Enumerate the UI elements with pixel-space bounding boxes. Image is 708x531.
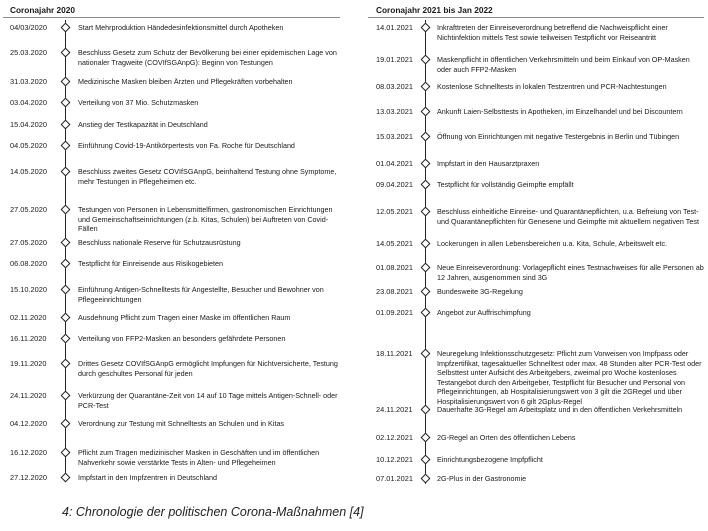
entry-text: Impfstart in den Impfzentren in Deutschland bbox=[78, 473, 218, 482]
diamond-marker-icon bbox=[61, 419, 71, 429]
timeline-entry bbox=[354, 474, 708, 483]
timeline-entry bbox=[0, 48, 350, 67]
entry-text: 2G-Regel an Orten des öffentlichen Lebens bbox=[437, 433, 576, 442]
diamond-marker-icon bbox=[421, 159, 431, 169]
entry-date: 10.12.2021 bbox=[376, 455, 413, 464]
entry-text: Kostenlose Schnelltests in lokalen Testzentren und PCR-Nachtestungen bbox=[437, 82, 667, 91]
entry-text: Einrichtungsbezogene Impfpflicht bbox=[437, 455, 543, 464]
timeline-entry bbox=[354, 180, 708, 189]
timeline-entry bbox=[0, 334, 350, 343]
timeline-entry bbox=[354, 159, 708, 168]
diamond-marker-icon bbox=[421, 82, 431, 92]
entry-date: 12.05.2021 bbox=[376, 207, 413, 216]
entry-text: Inkrafttreten der Einreiseverordnung betreffend die Nachweispflicht einer Nichtinfektion mittels Test sowie teilweisen Testpflicht vor Reiseantritt bbox=[437, 23, 668, 42]
diamond-marker-icon bbox=[421, 349, 431, 359]
diamond-marker-icon bbox=[61, 391, 71, 401]
diamond-marker-icon bbox=[61, 23, 71, 33]
entry-text: Pflicht zum Tragen medizinischer Masken in Geschäften und im öffentlichen Nahverkehr sowie verstärkte Tests in Alten- und Pflegeheimen bbox=[78, 448, 320, 467]
diamond-marker-icon bbox=[61, 259, 71, 269]
entry-date: 14.05.2020 bbox=[10, 167, 47, 176]
entry-text: Beschluss nationale Reserve für Schutzausrüstung bbox=[78, 238, 241, 247]
timeline-line bbox=[65, 20, 66, 480]
entry-text: Testungen von Personen in Lebensmittelfirmen, gastronomischen Einrichtungen und Gemeinschaftseinrichtungen (z.b. Kitas, Schulen) bei Auftreten von Covid-Fällen bbox=[78, 205, 333, 234]
diamond-marker-icon bbox=[421, 433, 431, 443]
timeline-entry bbox=[354, 349, 708, 406]
timeline-entry bbox=[0, 205, 350, 234]
entry-date: 27.05.2020 bbox=[10, 238, 47, 247]
timeline-entry bbox=[0, 77, 350, 86]
entry-text: Testpflicht für Einreisende aus Risikogebieten bbox=[78, 259, 224, 268]
timeline-entry bbox=[354, 308, 708, 317]
diamond-marker-icon bbox=[421, 474, 431, 484]
entry-date: 01.08.2021 bbox=[376, 263, 413, 272]
diamond-marker-icon bbox=[61, 334, 71, 344]
entry-text: Verordnung zur Testung mit Schnelltests an Schulen und in Kitas bbox=[78, 419, 285, 428]
timeline-entry bbox=[0, 23, 350, 32]
entry-date: 19.11.2020 bbox=[10, 359, 47, 368]
diamond-marker-icon bbox=[61, 205, 71, 215]
entry-text: Neue Einreiseverordnung: Vorlagepflicht eines Testnachweises für alle Personen ab 12 Jahren, ausgenommen sind 3G bbox=[437, 263, 704, 282]
timeline-entry bbox=[354, 132, 708, 141]
diamond-marker-icon bbox=[421, 455, 431, 465]
timeline-entry bbox=[0, 285, 350, 304]
entry-text: Beschluss einheitliche Einreise- und Quarantänepflichten, u.a. Befreiung von Test- und Quarantänepflichten für Genesene und Geimpfte mit aktuellem negativen Test bbox=[437, 207, 699, 226]
entry-date: 02.12.2021 bbox=[376, 433, 413, 442]
entry-date: 15.10.2020 bbox=[10, 285, 47, 294]
diamond-marker-icon bbox=[421, 239, 431, 249]
entry-text: Einführung Covid-19-Antikörpertests von Fa. Roche für Deutschland bbox=[78, 141, 295, 150]
timeline-entry bbox=[0, 141, 350, 150]
timeline-entry bbox=[0, 448, 350, 467]
entry-text: Anstieg der Testkapazität in Deutschland bbox=[78, 120, 208, 129]
timeline-entry bbox=[0, 238, 350, 247]
entry-text: Testpflicht für vollständig Geimpfte empfällt bbox=[437, 180, 574, 189]
diamond-marker-icon bbox=[421, 55, 431, 65]
entry-date: 07.01.2021 bbox=[376, 474, 413, 483]
entry-date: 04.12.2020 bbox=[10, 419, 47, 428]
entry-date: 16.12.2020 bbox=[10, 448, 47, 457]
entry-date: 01.09.2021 bbox=[376, 308, 413, 317]
diamond-marker-icon bbox=[61, 313, 71, 323]
header-rule bbox=[368, 17, 704, 18]
timeline-entry bbox=[0, 167, 350, 186]
entry-text: Beschluss zweites Gesetz COVIfSGAnpG, beinhaltend Testung ohne Symptome, mehr Testungen in Pflegeheimen etc. bbox=[78, 167, 337, 186]
diamond-marker-icon bbox=[61, 48, 71, 58]
diamond-marker-icon bbox=[421, 287, 431, 297]
entry-date: 23.08.2021 bbox=[376, 287, 413, 296]
entry-date: 16.11.2020 bbox=[10, 334, 47, 343]
diamond-marker-icon bbox=[421, 23, 431, 33]
timeline-entry bbox=[354, 107, 708, 116]
entry-date: 19.01.2021 bbox=[376, 55, 413, 64]
column-title: Coronajahr 2021 bis Jan 2022 bbox=[376, 5, 493, 15]
entry-text: Lockerungen in allen Lebensbereichen u.a. Kita, Schule, Arbeitswelt etc. bbox=[437, 239, 668, 248]
diamond-marker-icon bbox=[61, 120, 71, 130]
timeline-entry bbox=[354, 55, 708, 74]
diamond-marker-icon bbox=[421, 405, 431, 415]
header-rule bbox=[3, 17, 340, 18]
entry-text: Ausdehnung Pflicht zum Tragen einer Maske im öffentlichen Raum bbox=[78, 313, 291, 322]
timeline-entry bbox=[0, 419, 350, 428]
entry-date: 27.05.2020 bbox=[10, 205, 47, 214]
timeline-entry bbox=[354, 455, 708, 464]
timeline-entry bbox=[0, 98, 350, 107]
diamond-marker-icon bbox=[61, 77, 71, 87]
diamond-marker-icon bbox=[61, 285, 71, 295]
entry-text: Start Mehrproduktion Händedesinfektionsmittel durch Apotheken bbox=[78, 23, 284, 32]
timeline-entry bbox=[0, 259, 350, 268]
entry-text: Einführung Antigen-Schnelltests für Angestellte, Besucher und Bewohner von Pflegeeinrichtungen bbox=[78, 285, 324, 304]
entry-date: 31.03.2020 bbox=[10, 77, 47, 86]
diamond-marker-icon bbox=[61, 167, 71, 177]
timeline-entry bbox=[0, 359, 350, 378]
timeline-entry bbox=[354, 82, 708, 91]
diamond-marker-icon bbox=[61, 238, 71, 248]
entry-date: 15.03.2021 bbox=[376, 132, 413, 141]
timeline-entry bbox=[354, 287, 708, 296]
timeline-entry bbox=[0, 473, 350, 482]
diamond-marker-icon bbox=[61, 448, 71, 458]
timeline-entry bbox=[0, 391, 350, 410]
entry-text: Öffnung von Einrichtungen mit negative Testergebnis in Berlin und Tübingen bbox=[437, 132, 680, 141]
entry-date: 06.08.2020 bbox=[10, 259, 47, 268]
timeline-entry bbox=[354, 239, 708, 248]
diamond-marker-icon bbox=[421, 107, 431, 117]
timeline-entry bbox=[354, 405, 708, 414]
entry-date: 13.03.2021 bbox=[376, 107, 413, 116]
entry-text: Verteilung von 37 Mio. Schutzmasken bbox=[78, 98, 199, 107]
entry-date: 04/03/2020 bbox=[10, 23, 47, 32]
entry-text: Neuregelung Infektionsschutzgesetz: Pflicht zum Vorweisen von Impfpass oder Impfzertifikat, tagesaktueller Schnelltest oder max. 48 Stunden alter PCR-Test oder Selbsttest unter Aufsicht des Arbeitgebers, zweimal pro Woche kostenloses Testangebot durch den Arbeitgeber, Testpflicht für Besucher und Personal von Pflegeinrichtungen, ab Hospitalisierungswert von 3 gilt die 2GRegel und über Hospitalisierungswert von 6 gilt 2Gplus-Regel bbox=[437, 349, 702, 406]
timeline-entry bbox=[0, 313, 350, 322]
entry-text: 2G-Plus in der Gastronomie bbox=[437, 474, 527, 483]
timeline-entry bbox=[354, 433, 708, 442]
diamond-marker-icon bbox=[421, 263, 431, 273]
timeline-entry bbox=[0, 120, 350, 129]
diamond-marker-icon bbox=[421, 308, 431, 318]
diamond-marker-icon bbox=[61, 359, 71, 369]
entry-date: 18.11.2021 bbox=[376, 349, 413, 358]
entry-text: Medizinische Masken bleiben Ärzten und Pflegekräften vorbehalten bbox=[78, 77, 293, 86]
entry-date: 15.04.2020 bbox=[10, 120, 47, 129]
entry-text: Ankunft Laien-Selbsttests in Apotheken, im Einzelhandel und bei Discountern bbox=[437, 107, 683, 116]
diamond-marker-icon bbox=[61, 98, 71, 108]
column-title: Coronajahr 2020 bbox=[10, 5, 76, 15]
entry-date: 09.04.2021 bbox=[376, 180, 413, 189]
entry-text: Impfstart in den Hausarztpraxen bbox=[437, 159, 540, 168]
timeline-entry bbox=[354, 207, 708, 226]
diamond-marker-icon bbox=[421, 180, 431, 190]
entry-date: 02.11.2020 bbox=[10, 313, 47, 322]
timeline-entry bbox=[354, 263, 708, 282]
timeline-entry bbox=[354, 23, 708, 42]
entry-date: 08.03.2021 bbox=[376, 82, 413, 91]
entry-date: 24.11.2020 bbox=[10, 391, 47, 400]
diamond-marker-icon bbox=[421, 132, 431, 142]
entry-date: 03.04.2020 bbox=[10, 98, 47, 107]
entry-date: 24.11.2021 bbox=[376, 405, 413, 414]
entry-text: Dauerhafte 3G-Regel am Arbeitsplatz und in den öffentlichen Verkehrsmitteln bbox=[437, 405, 683, 414]
diamond-marker-icon bbox=[61, 141, 71, 151]
entry-text: Bundesweite 3G-Regelung bbox=[437, 287, 523, 296]
entry-text: Verkürzung der Quarantäne-Zeit von 14 auf 10 Tage mittels Antigen-Schnell- oder PCR-Test bbox=[78, 391, 338, 410]
entry-date: 25.03.2020 bbox=[10, 48, 47, 57]
entry-date: 14.01.2021 bbox=[376, 23, 413, 32]
entry-text: Maskenpflicht in öffentlichen Verkehrsmitteln und beim Einkauf von OP-Masken oder auch FFP2-Masken bbox=[437, 55, 690, 74]
diamond-marker-icon bbox=[421, 207, 431, 217]
entry-date: 01.04.2021 bbox=[376, 159, 413, 168]
entry-text: Verteilung von FFP2-Masken an besonders gefährdete Personen bbox=[78, 334, 286, 343]
entry-text: Drittes Gesetz COVIfSGAnpG ermöglicht Impfungen für Nichtversicherte, Testung durch geschultes Personal für jeden bbox=[78, 359, 338, 378]
entry-text: Angebot zur Auffrischimpfung bbox=[437, 308, 531, 317]
diamond-marker-icon bbox=[61, 473, 71, 483]
figure-caption: 4: Chronologie der politischen Corona-Maßnahmen [4] bbox=[62, 505, 364, 519]
entry-date: 04.05.2020 bbox=[10, 141, 47, 150]
entry-date: 14.05.2021 bbox=[376, 239, 413, 248]
entry-date: 27.12.2020 bbox=[10, 473, 47, 482]
entry-text: Beschluss Gesetz zum Schutz der Bevölkerung bei einer epidemischen Lage von nationaler Tragweite (COVIfSGAnpG): Beginn von Testungen bbox=[78, 48, 337, 67]
